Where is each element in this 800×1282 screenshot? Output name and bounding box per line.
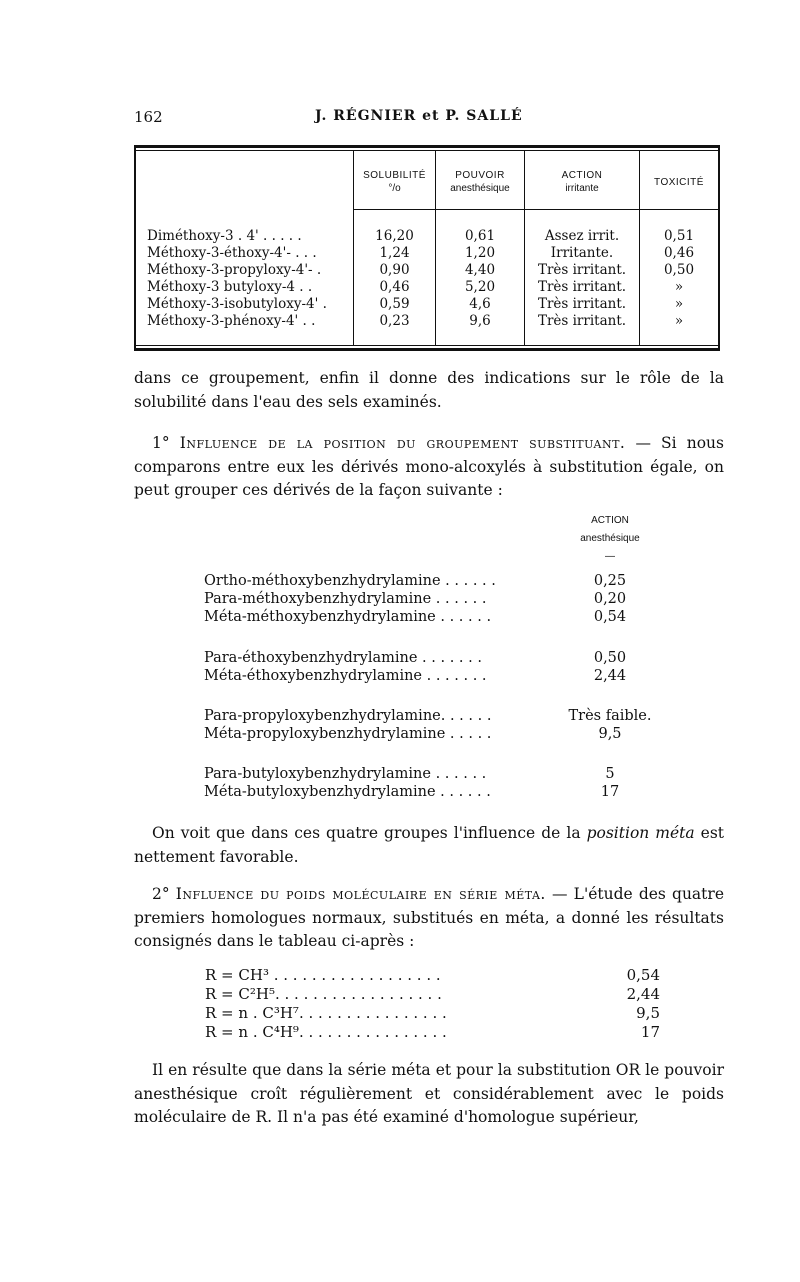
col-header-label: POUVOIR	[455, 170, 505, 181]
cell-pouvoir: 4,6	[469, 296, 491, 312]
cell-toxicite: »	[674, 279, 684, 295]
running-header-authors: J. RÉGNIER et P. SALLÉ	[315, 108, 523, 124]
col-header-sublabel: anesthésique	[450, 183, 510, 194]
list-item-value: 0,50	[593, 650, 627, 666]
paragraph-conclusion	[134, 822, 724, 869]
paragraph-result: Il en résulte que dans la série méta et pour la substitution OR le pouvoir anesthésique croît régulièrement et considérablement avec le poids moléculaire de R. Il n'a pas été examiné d'homologue supérieur,	[134, 1061, 724, 1126]
page-number: 162	[134, 108, 163, 126]
cell-action: Très irritant.	[537, 296, 627, 312]
cell-pouvoir: 1,20	[464, 245, 496, 261]
formula-value: 2,44	[626, 985, 660, 1003]
list-item-value: 17	[600, 784, 620, 800]
table-row-name: Méthoxy-3-éthoxy-4'- . . .	[147, 245, 317, 261]
formula-item: R = CH³ . . . . . . . . . . . . . . . . . .	[205, 966, 441, 984]
cell-action: Irritante.	[550, 245, 614, 261]
cell-pouvoir: 9,6	[469, 313, 491, 329]
cell-solubilite: 0,90	[379, 262, 410, 278]
list-item-value: 0,20	[593, 591, 627, 607]
cell-toxicite: 0,50	[663, 262, 695, 278]
cell-toxicite: »	[674, 313, 684, 329]
section-number: 2°	[152, 885, 170, 903]
list-header-sublabel: anesthésique	[580, 533, 640, 544]
section-heading: Influence de la position du groupement substituant.	[179, 434, 626, 452]
paragraph-intro: dans ce groupement, enfin il donne des indications sur le rôle de la solubilité dans l'eau des sels examinés.	[134, 369, 724, 411]
table-bottom-rule	[134, 348, 720, 351]
paragraph-text: On voit que dans ces quatre groupes l'influence de la	[152, 824, 587, 842]
results-table	[134, 145, 720, 351]
list-item-value: Très faible.	[568, 708, 652, 724]
cell-solubilite: 0,59	[379, 296, 410, 312]
list-item-name: Méta-butyloxybenzhydrylamine . . . . . .	[204, 784, 491, 800]
section-number: 1°	[152, 434, 170, 452]
cell-solubilite: 0,46	[379, 279, 410, 295]
table-right-border	[718, 145, 720, 351]
cell-toxicite: »	[674, 296, 684, 312]
paragraph-text: est nettement favorable.	[134, 824, 725, 866]
section-text: — L'étude des quatre premiers homologues normaux, substitués en méta, a donné les résultats consignés dans le tableau ci-après :	[134, 885, 724, 950]
col-header-sublabel: irritante	[565, 183, 599, 194]
list-item-value: 9,5	[598, 726, 622, 742]
list-header-label: ACTION	[591, 515, 629, 526]
table-row-name: Méthoxy-3 butyloxy-4 . .	[147, 279, 313, 295]
col-header-solubilite	[354, 169, 435, 195]
list-item-name: Para-propyloxybenzhydrylamine. . . . . .	[204, 708, 492, 724]
cell-pouvoir: 0,61	[464, 228, 496, 244]
list-item-name: Para-éthoxybenzhydrylamine . . . . . . .	[204, 650, 482, 666]
table-top-rule-thin	[134, 150, 720, 151]
list-item-value: 0,54	[593, 609, 627, 625]
list-item-value: 2,44	[593, 668, 627, 684]
cell-action: Très irritant.	[537, 279, 627, 295]
list-item-value: 5	[605, 766, 615, 782]
cell-action: Très irritant.	[537, 262, 627, 278]
table-row-name: Méthoxy-3-phénoxy-4' . .	[147, 313, 316, 329]
formula-value: 9,5	[636, 1004, 660, 1022]
section-position	[134, 432, 724, 503]
section-text: — Si nous comparons entre eux les dérivés mono-alcoxylés à substitution égale, on peut grouper ces dérivés de la façon suivante :	[134, 434, 724, 499]
table-row-name: Méthoxy-3-isobutyloxy-4' .	[147, 296, 327, 312]
section-heading: Influence du poids moléculaire en série méta.	[175, 885, 546, 903]
list-item-name: Ortho-méthoxybenzhydrylamine . . . . . .	[204, 573, 496, 589]
table-row-name: Diméthoxy-3 . 4' . . . . .	[147, 228, 302, 244]
cell-pouvoir: 5,20	[464, 279, 496, 295]
cell-action: Très irritant.	[537, 313, 627, 329]
col-header-label: SOLUBILITÉ	[363, 170, 426, 181]
list-item-name: Para-butyloxybenzhydrylamine . . . . . .	[204, 766, 487, 782]
col-header-label: ACTION	[561, 170, 603, 181]
list-item-name: Méta-propyloxybenzhydrylamine . . . . .	[204, 726, 492, 742]
formula-item: R = n . C⁴H⁹. . . . . . . . . . . . . . . .	[205, 1023, 447, 1041]
cell-solubilite: 0,23	[379, 313, 410, 329]
col-header-unit: °/o	[388, 183, 401, 194]
col-header-label: TOXICITÉ	[654, 177, 704, 188]
cell-toxicite: 0,51	[663, 228, 695, 244]
formula-value: 0,54	[626, 966, 660, 984]
formula-item: R = C²H⁵. . . . . . . . . . . . . . . . . .	[205, 985, 442, 1003]
emphasis-text: position méta	[586, 824, 695, 842]
cell-action: Assez irrit.	[544, 228, 620, 244]
list-item-name: Méta-éthoxybenzhydrylamine . . . . . . .	[204, 668, 487, 684]
col-header-toxicite	[640, 176, 718, 189]
cell-pouvoir: 4,40	[464, 262, 496, 278]
table-top-rule	[134, 145, 720, 148]
table-bottom-rule-thin	[134, 345, 720, 346]
cell-toxicite: 0,46	[663, 245, 695, 261]
cell-solubilite: 1,24	[379, 245, 410, 261]
table-row-name: Méthoxy-3-propyloxy-4'- .	[147, 262, 322, 278]
header-separator	[353, 209, 720, 210]
list-item-name: Méta-méthoxybenzhydrylamine . . . . . .	[204, 609, 492, 625]
list-column-header	[556, 512, 664, 566]
col-header-pouvoir	[436, 169, 524, 195]
list-item-value: 0,25	[593, 573, 627, 589]
section-molecular-weight	[134, 883, 724, 954]
col-header-action	[525, 169, 639, 195]
list-item-name: Para-méthoxybenzhydrylamine . . . . . .	[204, 591, 487, 607]
cell-solubilite: 16,20	[375, 228, 414, 244]
formula-value: 17	[640, 1023, 660, 1041]
formula-item: R = n . C³H⁷. . . . . . . . . . . . . . . .	[205, 1004, 447, 1022]
list-header-dash: —	[605, 551, 615, 562]
table-left-border	[134, 145, 136, 351]
